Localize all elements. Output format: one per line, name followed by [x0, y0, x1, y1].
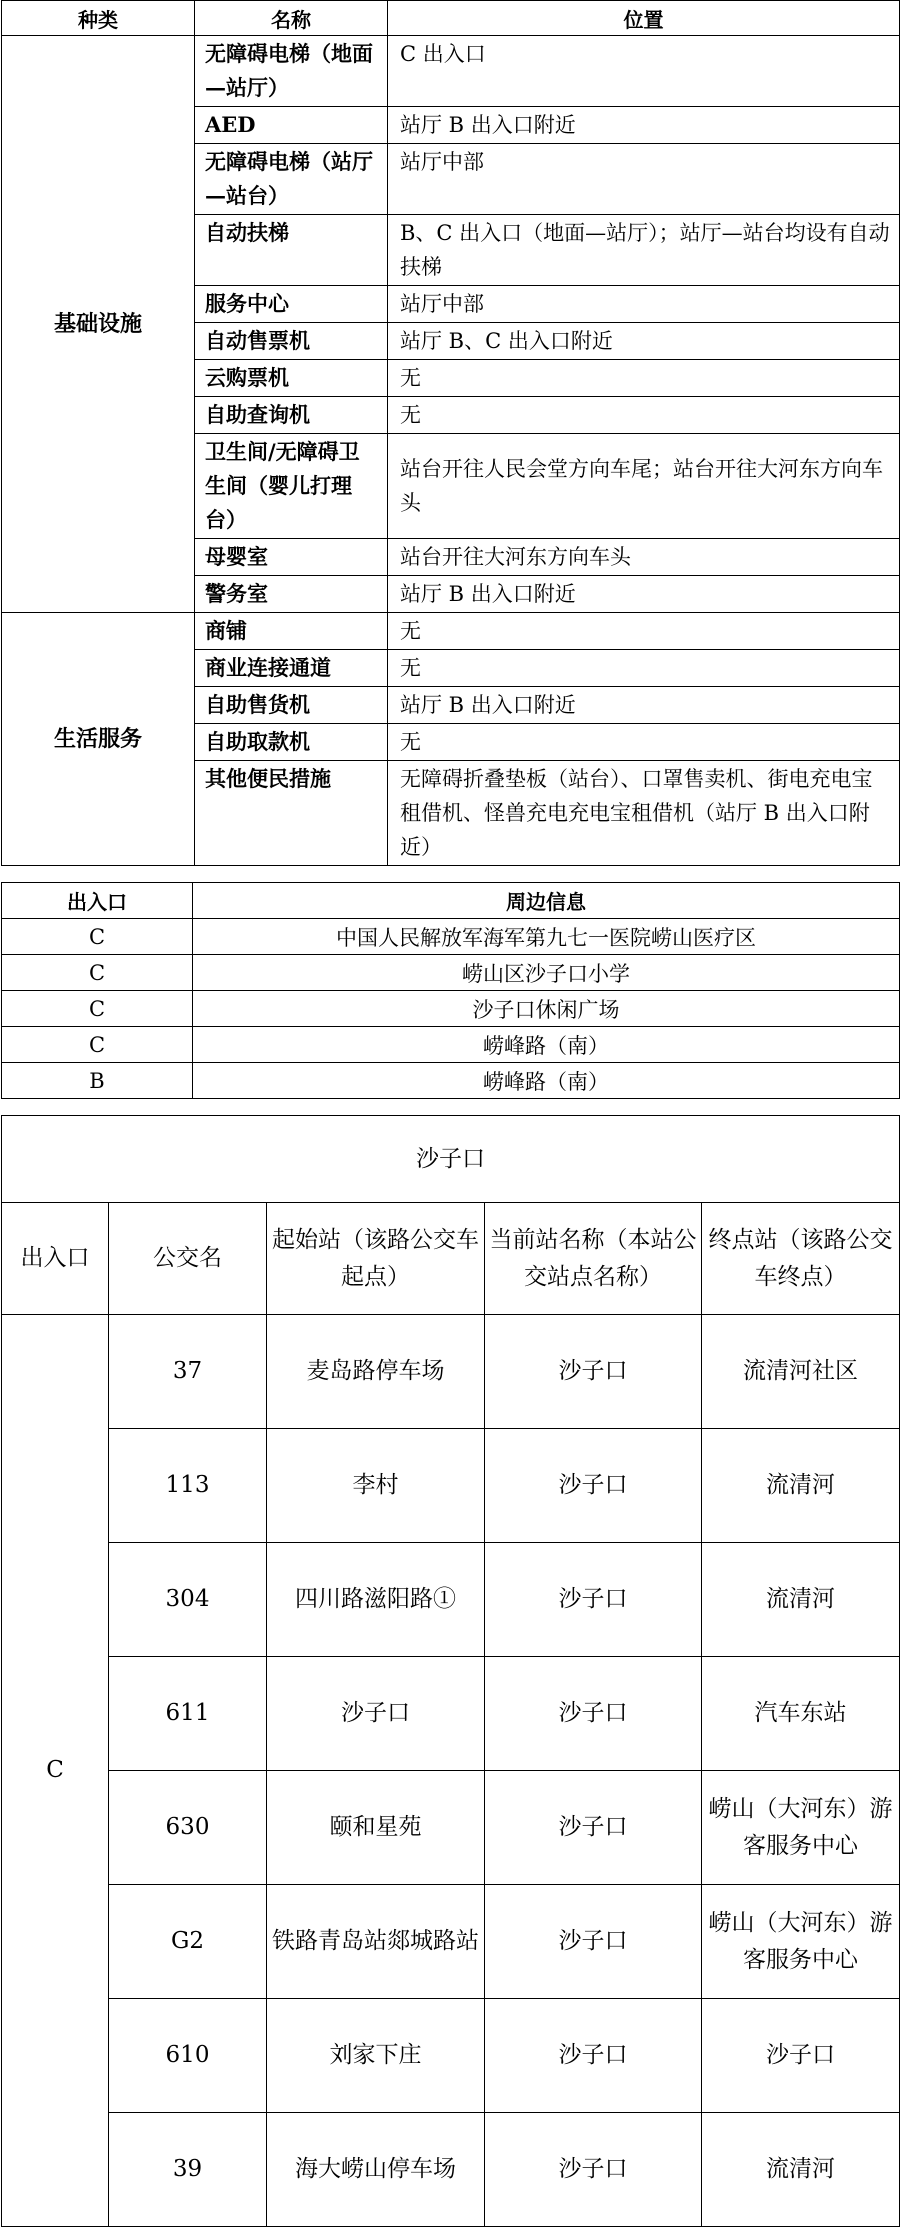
- route-current: 沙子口: [485, 2113, 702, 2227]
- route-start: 刘家下庄: [267, 1999, 485, 2113]
- station-title: 沙子口: [2, 1116, 900, 1203]
- table-row: [2, 1657, 900, 1771]
- facility-location: 站厅 B 出入口附近: [388, 107, 900, 144]
- table-row: [2, 36, 900, 107]
- info-cell: 崂峰路（南）: [193, 1027, 900, 1063]
- table-row: [2, 1063, 900, 1099]
- table-row: [2, 1771, 900, 1885]
- info-cell: 崂山区沙子口小学: [193, 955, 900, 991]
- route-current: 沙子口: [485, 1885, 702, 1999]
- facility-location: 站厅 B 出入口附近: [388, 687, 900, 724]
- table-row: [2, 1543, 900, 1657]
- route-name: 610: [109, 1999, 267, 2113]
- facility-location: 站厅中部: [388, 144, 900, 215]
- route-name: 37: [109, 1315, 267, 1429]
- exit-cell: C: [2, 955, 193, 991]
- route-start: 沙子口: [267, 1657, 485, 1771]
- table-row: [2, 991, 900, 1027]
- route-start: 海大崂山停车场: [267, 2113, 485, 2227]
- facility-location: B、C 出入口（地面—站厅）；站厅—站台均设有自动扶梯: [388, 215, 900, 286]
- exit-cell: B: [2, 1063, 193, 1099]
- route-current: 沙子口: [485, 1315, 702, 1429]
- table-row: [2, 1999, 900, 2113]
- route-current: 沙子口: [485, 1657, 702, 1771]
- header-exit: 出入口: [2, 1203, 109, 1315]
- facility-location: 无: [388, 397, 900, 434]
- facility-name: 卫生间/无障碍卫生间（婴儿打理台）: [195, 434, 388, 539]
- route-name: 611: [109, 1657, 267, 1771]
- route-name: G2: [109, 1885, 267, 1999]
- table-row: [2, 919, 900, 955]
- route-start: 麦岛路停车场: [267, 1315, 485, 1429]
- facility-name: 自助取款机: [195, 724, 388, 761]
- route-current: 沙子口: [485, 1999, 702, 2113]
- facility-name: 自动扶梯: [195, 215, 388, 286]
- table-row: [2, 2113, 900, 2227]
- category-cell: 生活服务: [2, 613, 195, 866]
- facilities-header-row: [2, 1, 900, 36]
- route-name: 39: [109, 2113, 267, 2227]
- facility-name: 警务室: [195, 576, 388, 613]
- route-end: 沙子口: [702, 1999, 900, 2113]
- facility-location: 无: [388, 650, 900, 687]
- route-end: 流清河社区: [702, 1315, 900, 1429]
- header-info: 周边信息: [193, 883, 900, 919]
- facility-location: 无: [388, 360, 900, 397]
- facility-name: 自助查询机: [195, 397, 388, 434]
- facility-name: 母婴室: [195, 539, 388, 576]
- route-end: 流清河: [702, 2113, 900, 2227]
- table-row: [2, 955, 900, 991]
- bus-title-row: [2, 1116, 900, 1203]
- route-start: 李村: [267, 1429, 485, 1543]
- bus-header-row: [2, 1203, 900, 1315]
- header-start: 起始站（该路公交车起点）: [267, 1203, 485, 1315]
- info-cell: 中国人民解放军海军第九七一医院崂山医疗区: [193, 919, 900, 955]
- facility-name: 服务中心: [195, 286, 388, 323]
- route-start: 颐和星苑: [267, 1771, 485, 1885]
- route-end: 汽车东站: [702, 1657, 900, 1771]
- facility-name: 云购票机: [195, 360, 388, 397]
- header-location: 位置: [388, 1, 900, 36]
- route-current: 沙子口: [485, 1771, 702, 1885]
- facility-location: 站厅 B 出入口附近: [388, 576, 900, 613]
- exit-cell: C: [2, 1027, 193, 1063]
- facility-location: 无: [388, 613, 900, 650]
- table-row: [2, 613, 900, 650]
- facility-location: 无障碍折叠垫板（站台）、口罩售卖机、街电充电宝租借机、怪兽充电充电宝租借机（站厅 B 出入口附近）: [388, 761, 900, 866]
- route-start: 四川路滋阳路①: [267, 1543, 485, 1657]
- header-current: 当前站名称（本站公交站点名称）: [485, 1203, 702, 1315]
- exit-cell: C: [2, 1315, 109, 2227]
- exit-cell: C: [2, 991, 193, 1027]
- header-category: 种类: [2, 1, 195, 36]
- header-name: 名称: [195, 1, 388, 36]
- info-cell: 沙子口休闲广场: [193, 991, 900, 1027]
- facility-name: 无障碍电梯（地面—站厅）: [195, 36, 388, 107]
- facility-name: 其他便民措施: [195, 761, 388, 866]
- route-start: 铁路青岛站郯城路站: [267, 1885, 485, 1999]
- facilities-table: [1, 0, 900, 866]
- facility-location: 站台开往人民会堂方向车尾；站台开往大河东方向车头: [388, 434, 900, 539]
- facility-name: 自动售票机: [195, 323, 388, 360]
- table-row: [2, 1027, 900, 1063]
- facility-location: 站台开往大河东方向车头: [388, 539, 900, 576]
- facility-location: 无: [388, 724, 900, 761]
- facility-location: C 出入口: [388, 36, 900, 107]
- route-name: 304: [109, 1543, 267, 1657]
- facility-name: 无障碍电梯（站厅—站台）: [195, 144, 388, 215]
- facility-location: 站厅中部: [388, 286, 900, 323]
- bus-table: [1, 1115, 900, 2227]
- table-row: [2, 1429, 900, 1543]
- table-row: [2, 1885, 900, 1999]
- exit-cell: C: [2, 919, 193, 955]
- facility-location: 站厅 B、C 出入口附近: [388, 323, 900, 360]
- facility-name: 商业连接通道: [195, 650, 388, 687]
- surroundings-header-row: [2, 883, 900, 919]
- facility-name: AED: [195, 107, 388, 144]
- route-name: 630: [109, 1771, 267, 1885]
- header-end: 终点站（该路公交车终点）: [702, 1203, 900, 1315]
- route-current: 沙子口: [485, 1429, 702, 1543]
- facility-name: 自助售货机: [195, 687, 388, 724]
- facility-name: 商铺: [195, 613, 388, 650]
- table-row: [2, 1315, 900, 1429]
- surroundings-table: [1, 882, 900, 1099]
- info-cell: 崂峰路（南）: [193, 1063, 900, 1099]
- category-cell: 基础设施: [2, 36, 195, 613]
- route-end: 崂山（大河东）游客服务中心: [702, 1771, 900, 1885]
- header-exit: 出入口: [2, 883, 193, 919]
- route-current: 沙子口: [485, 1543, 702, 1657]
- route-name: 113: [109, 1429, 267, 1543]
- route-end: 崂山（大河东）游客服务中心: [702, 1885, 900, 1999]
- route-end: 流清河: [702, 1429, 900, 1543]
- route-end: 流清河: [702, 1543, 900, 1657]
- header-route: 公交名: [109, 1203, 267, 1315]
